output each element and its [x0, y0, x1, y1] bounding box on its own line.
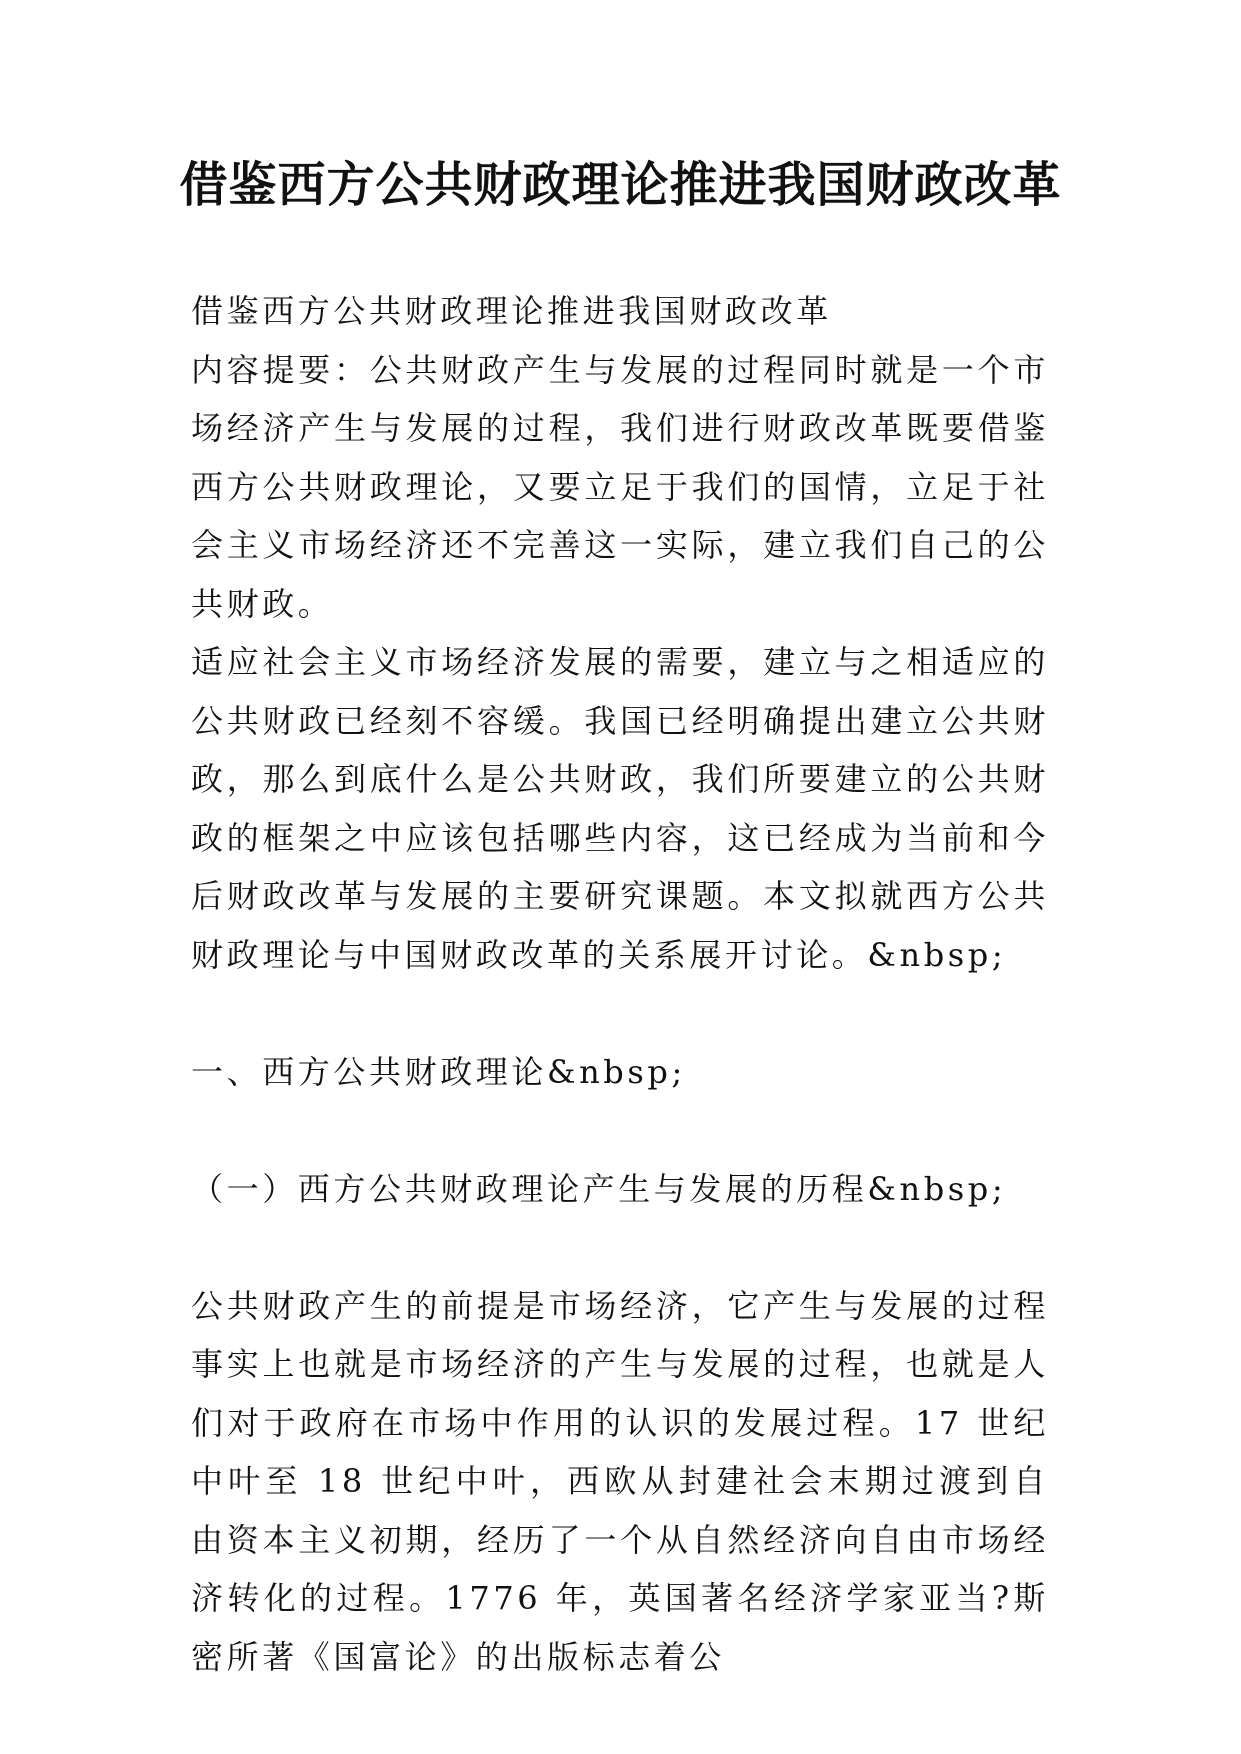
- section-heading: 一、西方公共财政理论&nbsp;: [191, 1052, 686, 1091]
- history-paragraph: 公共财政产生的前提是市场经济，它产生与发展的过程事实上也就是市场经济的产生与发展的过程，也就是人们对于政府在市场中作用的认识的发展过程。17 世纪中叶至 18 世纪中叶，西欧从封建社会末期过渡到自由资本主义初期，经历了一个从自然经济向自由市场经济转化的过程。1776 年，英国著名经济学家亚当?斯密所著《国富论》的出版标志着公: [191, 1286, 1049, 1676]
- intro-paragraph: 适应社会主义市场经济发展的需要，建立与之相适应的公共财政已经刻不容缓。我国已经明确提出建立公共财政，那么到底什么是公共财政，我们所要建立的公共财政的框架之中应该包括哪些内容，这已经成为当前和今后财政改革与发展的主要研究课题。本文拟就西方公共财政理论与中国财政改革的关系展开讨论。&nbsp;: [191, 643, 1049, 974]
- document-body: [191, 282, 1049, 1686]
- paragraph-gap: [191, 984, 1049, 1043]
- subsection-heading: （一）西方公共财政理论产生与发展的历程&nbsp;: [191, 1169, 1007, 1208]
- abstract-paragraph: 内容提要：公共财政产生与发展的过程同时就是一个市场经济产生与发展的过程，我们进行财政改革既要借鉴西方公共财政理论，又要立足于我们的国情，立足于社会主义市场经济还不完善这一实际，建立我们自己的公共财政。: [191, 350, 1049, 623]
- document-title: 借鉴西方公共财政理论推进我国财政改革: [179, 157, 1062, 213]
- repeated-title-paragraph: 借鉴西方公共财政理论推进我国财政改革: [191, 292, 832, 330]
- paragraph-gap: [191, 1101, 1049, 1160]
- paragraph-gap: [191, 1218, 1049, 1277]
